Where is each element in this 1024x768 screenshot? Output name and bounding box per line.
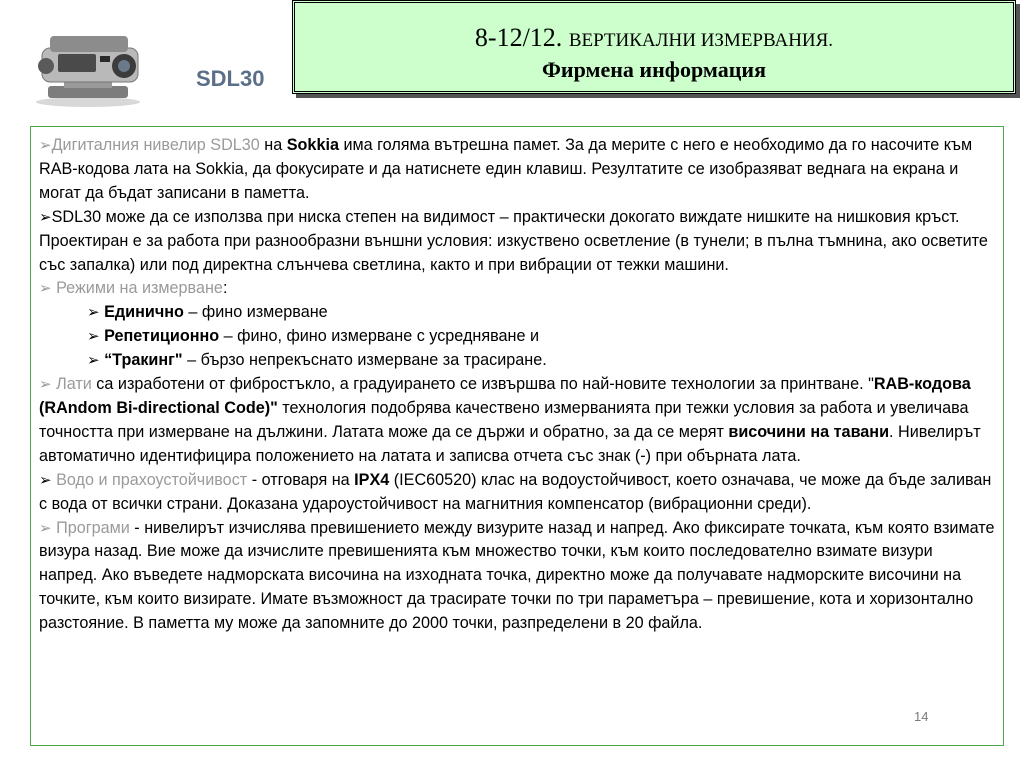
paragraph-water [39, 469, 995, 517]
modes-label: Режими на измерване [56, 279, 223, 298]
bullet-arrow-icon: ➢ [39, 208, 52, 226]
list-item [39, 349, 995, 373]
bullet-arrow-icon: ➢ [87, 352, 100, 370]
content-box [30, 126, 1004, 746]
page-subtitle: Фирмена информация [542, 57, 766, 82]
modes-heading [39, 277, 995, 301]
bullet-arrow-icon: ➢ [39, 376, 52, 394]
mode-description: – фино измерване [183, 303, 328, 322]
mode-name: Репетиционно [104, 327, 220, 346]
title-number: 8-12/12. [474, 23, 563, 52]
mode-description: – фино, фино измерване с усредняване и [219, 327, 540, 346]
water-ipx4: IPX4 [354, 470, 390, 489]
programs-text: - нивелирът изчислява превишението между визурите назад и напред. Ако фиксирате точката, към която взимате визура назад. Вие може да изчислите превишенията към множество точки, към които последователно взимате визури напред. Ако въведете надморската височина на изходната точка, директно може да получавате надморските височини на точките, към които визирате. Имате възможност да трасирате точки по три параметъра – превишение, кота и хоризонтално разстояние. В паметта му може да запомните до 2000 точки, разпределени в 20 файла. [39, 518, 995, 633]
title-text: ВЕРТИКАЛНИ ИЗМЕРВАНИЯ. [568, 30, 834, 51]
mode-description: – бързо непрекъснато измерване за трасиране. [182, 351, 547, 370]
staffs-code-name: RAB-кодова (RAndom Bi-directional Code)" [39, 375, 971, 417]
visibility-text: SDL30 може да се използва при ниска степен на видимост – практически докогато виждате нишките на нишковия кръст. [51, 207, 960, 226]
paragraph-conditions: Проектиран е за работа при разнообразни външни условия: изкуствено осветление (в тунели; в пълна тъмнина, ако осветите със запалка) или под директна слънчева светлина, както и при вибрации от тежки машини. [39, 231, 988, 274]
brand-sokkia: Sokkia [286, 136, 339, 154]
digital-level-instrument-icon [28, 28, 198, 108]
list-item [39, 301, 995, 325]
staffs-text-c: технология подобрява качествено измерванията при тежки условия за работа и увеличава точността при измерване на дължини. Латата може да се държи и обратно, за да се мерят [39, 398, 969, 441]
memory-text-on: на [259, 136, 287, 154]
water-text-a: - отговаря на [247, 470, 355, 489]
bullet-arrow-icon: ➢ [39, 519, 52, 537]
bullet-arrow-icon: ➢ [39, 280, 52, 298]
modes-colon: : [222, 279, 228, 298]
mode-name: “Тракинг" [104, 351, 183, 370]
bullet-arrow-icon: ➢ [87, 304, 100, 322]
page-title [295, 23, 1013, 53]
staffs-text-a: са изработени от фибростъкло, а градуирането се извършва по най-новите технологии за принтване. " [91, 375, 874, 394]
paragraph-memory [39, 134, 995, 206]
memory-intro: Дигиталния нивелир SDL30 [51, 136, 260, 154]
list-item [39, 325, 995, 349]
mode-name: Единично [104, 303, 184, 322]
staffs-text-e: . Нивелирът автоматично идентифицира положението на латата и записва отчета със знак (-) при обърната лата. [39, 422, 981, 465]
title-box [292, 0, 1016, 94]
bullet-arrow-icon: ➢ [87, 328, 100, 346]
water-label: Водо и прахоустойчивост [56, 470, 248, 489]
paragraph-visibility [39, 206, 995, 230]
bullet-arrow-icon: ➢ [39, 137, 52, 154]
paragraph-programs [39, 517, 995, 637]
programs-label: Програми [56, 518, 130, 537]
staffs-ceiling: височини на тавани [728, 422, 890, 441]
staffs-label: Лати [56, 375, 92, 394]
bullet-arrow-icon: ➢ [39, 471, 52, 489]
memory-text: има голяма вътрешна памет. За да мерите с него е необходимо да го насочите към RAB-кодова лата на Sokkia, да фокусирате и да натиснете един клавиш. Резултатите се изобразяват веднага на екрана и могат да бъдат записани в паметта. [39, 136, 973, 202]
paragraph-staffs [39, 373, 995, 469]
water-text-c: (IEC60520) клас на водоустойчивост, което означава, че може да бъде заливан с вода от всички страни. Доказана удароустойчивост на магнитния компенсатор (вибрационни среди). [39, 470, 992, 513]
device-model-label: SDL30 [196, 66, 265, 91]
page-number: 14 [914, 709, 929, 724]
